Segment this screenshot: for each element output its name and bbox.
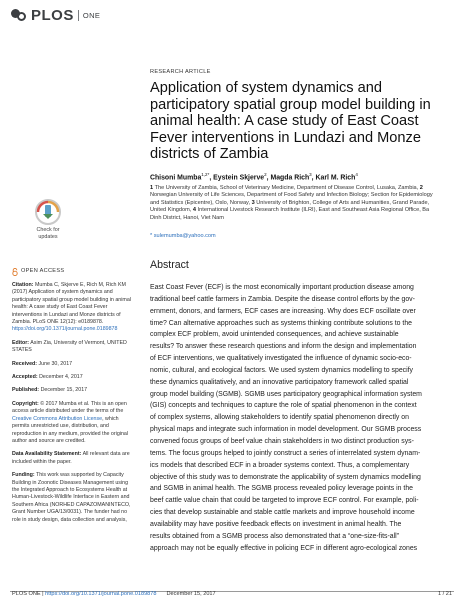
abstract-line: ics models that described ECF in a broader systems context. Thus, a complementary: [150, 461, 410, 469]
open-access-label: OPEN ACCESS: [21, 268, 65, 275]
author-name[interactable]: Karl M. Rich: [315, 174, 356, 182]
plos-one-logo[interactable]: [10, 6, 100, 24]
affiliation-text: Norwegian University of Life Sciences, Department of Food Safety and Infection Biology; Section for Epidemiology and Statistics (Epicentre), Oslo, Norway,: [150, 192, 433, 206]
abstract-line: these dynamics qualitatively, and an innovative participatory framework called spatial: [150, 378, 409, 386]
author-affiliation-marks: 4: [355, 172, 358, 177]
data-availability-label: Data Availability Statement:: [12, 451, 82, 458]
author-affiliation-marks: 3: [309, 172, 312, 177]
affiliations: [150, 185, 440, 222]
footer-separator: |: [40, 591, 46, 597]
abstract-line: and SGMB in animal health. The SGMB process revealed policy leverage points in the: [150, 485, 414, 493]
footer-date: December 15, 2017: [166, 591, 216, 597]
abstract-line: tems. The focus groups helped to jointly construct a series of interrelated system dynam-: [150, 449, 421, 457]
funding-label: Funding:: [12, 472, 35, 479]
copyright-label: Copyright:: [12, 400, 39, 407]
abstract-line: beef cattle value chain that could be targeted to improve ECF control. For example, poli-: [150, 497, 419, 505]
page-footer: [12, 591, 452, 597]
abstract-heading: Abstract: [150, 259, 189, 271]
published: [12, 387, 136, 394]
funding-text: This work was supported by Capacity Building in Zoonotic Diseases Management using the Integrated Approach to Ecosystems Health at Human-Livestock-Wildlife Interface in Eastern and Southern Africa (NORHED CAPAZOMANINTECO, Grant Number UGA/13/0031). The funder had no role in study design, data collection and analysis,: [12, 472, 131, 523]
abstract-line: complex ECF problem, avoid unintended consequences, and achieve sustainable: [150, 331, 399, 339]
plos-logo-icon: [10, 6, 28, 24]
check-for-updates-line1: Check for: [36, 227, 60, 233]
footer-journal: PLOS ONE: [12, 591, 41, 597]
received: [12, 361, 136, 368]
logo-text: PLOS: [31, 6, 74, 24]
author-affiliation-marks: 2: [264, 172, 267, 177]
affiliation-text: The University of Zambia, School of Veterinary Medicine, Department of Disease Control, Lusaka, Zambia,: [154, 185, 419, 191]
citation-doi-link[interactable]: https://doi.org/10.1371/journal.pone.0189878: [12, 326, 118, 333]
abstract-line: ernment, donors, and farmers, ECF cases are increasing. Why does ECF oscillate over: [150, 307, 416, 315]
copyright: [12, 401, 136, 445]
abstract-line: of ECF interventions, we qualitatively investigated the influence of dynamic socio-eco-: [150, 355, 412, 363]
affiliation-text: International Livestock Research Institute (ILRI), East and Southeast Asia Regional Office, Ba Dinh District, Hanoi, Viet Nam: [150, 207, 430, 221]
corresponding-author-mark: *: [207, 172, 210, 177]
data-availability: [12, 451, 136, 466]
author-name[interactable]: Chisoni Mumba: [150, 174, 202, 182]
abstract-line: results? To answer these research questions and inform the design and implementation: [150, 343, 417, 351]
received-date: June 30, 2017: [38, 360, 73, 367]
abstract-line: convened focus groups of beef value chain stakeholders in two distinct production sys-: [150, 437, 414, 445]
open-access-row: [12, 268, 136, 276]
article-metadata-column: [12, 268, 136, 530]
funding: [12, 472, 136, 524]
affiliation-number: 4: [192, 207, 197, 214]
abstract-line: (GIS) concepts and techniques to capture the role of spatial phenomenon in the context: [150, 402, 417, 410]
abstract-line: objective of this study was to demonstrate the applicability of system dynamics modelling: [150, 473, 421, 481]
footer-doi-link[interactable]: https://doi.org/10.1371/journal.pone.0189878: [45, 591, 157, 597]
article-title: Application of system dynamics and participatory spatial group model building in animal health: A case study of East Coast Fever interventions in Lundazi and Monze districts of Zambia: [150, 80, 431, 163]
affiliation-number: 2: [419, 185, 423, 191]
copyright-text: © 2017 Mumba et al. This is an open access article distributed under the terms of the: [12, 400, 127, 415]
check-for-updates-label[interactable]: [20, 227, 76, 240]
article-type: RESEARCH ARTICLE: [150, 69, 211, 75]
corresponding-email[interactable]: [150, 233, 216, 239]
abstract-line: nomic, cultural, and ecological factors. We used system dynamics modelling to specify: [150, 366, 413, 374]
page-number: 1 / 21: [438, 591, 452, 597]
check-for-updates-line2: updates: [38, 233, 58, 240]
license-link[interactable]: Creative Commons Attribution License: [12, 415, 103, 422]
editor: [12, 340, 136, 355]
editor-text: Asim Zia, University of Vermont, UNITED STATES: [12, 339, 127, 354]
citation-label: Citation:: [12, 282, 34, 288]
abstract-line: physical maps and integrate such information in model development. Our SGMB process: [150, 426, 422, 434]
abstract-line: East Coast Fever (ECF) is the most economically important production disease among: [150, 284, 414, 291]
data-availability-text: All relevant data are included within the paper.: [12, 451, 130, 465]
accepted-label: Accepted:: [12, 374, 38, 381]
open-lock-icon: [12, 268, 18, 276]
abstract-line: traditional beef cattle farmers in Zambia. Despite the disease control efforts by the gov-: [150, 295, 415, 303]
abstract-line: of complex systems, allowing stakeholders to identify spatial phenomenon directly on: [150, 414, 409, 422]
citation: [12, 282, 136, 334]
affiliation-text: University of Brighton, College of Arts and Humanities, Grand Parade, United Kingdom,: [150, 199, 430, 214]
author-affiliation-marks: 1,2: [201, 172, 208, 177]
abstract-body: [150, 282, 444, 554]
abstract-line: time? Can alternative approaches such as systems thinking contribute solutions to the: [150, 319, 412, 327]
author-name[interactable]: Eystein Skjerve: [213, 174, 265, 182]
published-label: Published:: [12, 387, 40, 394]
citation-text: Mumba C, Skjerve E, Rich M, Rich KM (2017) Application of system dynamics and participatory spatial group model building in animal health: A case study of East Coast Fever interventions in Lundazi and Monze districts of Zambia. PLoS ONE 12(12): e0189878.: [12, 282, 131, 326]
journal-name: ONE: [82, 10, 101, 20]
abstract-line: approach may not be equally effective in policing ECF in different agro-ecological zones: [150, 544, 418, 552]
abstract-line: group model building (SGMB). SGMB uses participatory geographical information system: [150, 390, 422, 398]
affiliation-number: 3: [251, 199, 255, 206]
affiliation-number: 1: [150, 185, 154, 191]
author-list: Chisoni Mumba$^{1,2*}$, Eystein Skjerve$^2$, Magda Rich$^3$, Karl M. Rich$^4$: [150, 172, 358, 182]
copyright-text-end: , which permits unrestricted use, distribution, and reproduction in any medium, provided the original author and source are credited.: [12, 415, 129, 444]
editor-label: Editor:: [12, 339, 30, 346]
author-name[interactable]: Magda Rich: [270, 174, 310, 182]
accepted-date: December 4, 2017: [39, 374, 83, 381]
abstract-line: availability may have positive feedback effects on investment in animal health. The: [150, 520, 402, 528]
abstract-line: results obtained from a SGMB process also demonstrated that a “one-size-fits-all”: [150, 532, 399, 540]
published-date: December 15, 2017: [40, 387, 88, 394]
corresponding-author-mark: *: [150, 233, 153, 239]
accepted: [12, 374, 136, 381]
email-link[interactable]: sulemumba@yahoo.com: [153, 233, 216, 239]
received-label: Received:: [12, 360, 38, 367]
abstract-line: cies that develop sustainable and stable cattle markets and improve household income: [150, 509, 415, 517]
logo-separator: [78, 10, 79, 21]
